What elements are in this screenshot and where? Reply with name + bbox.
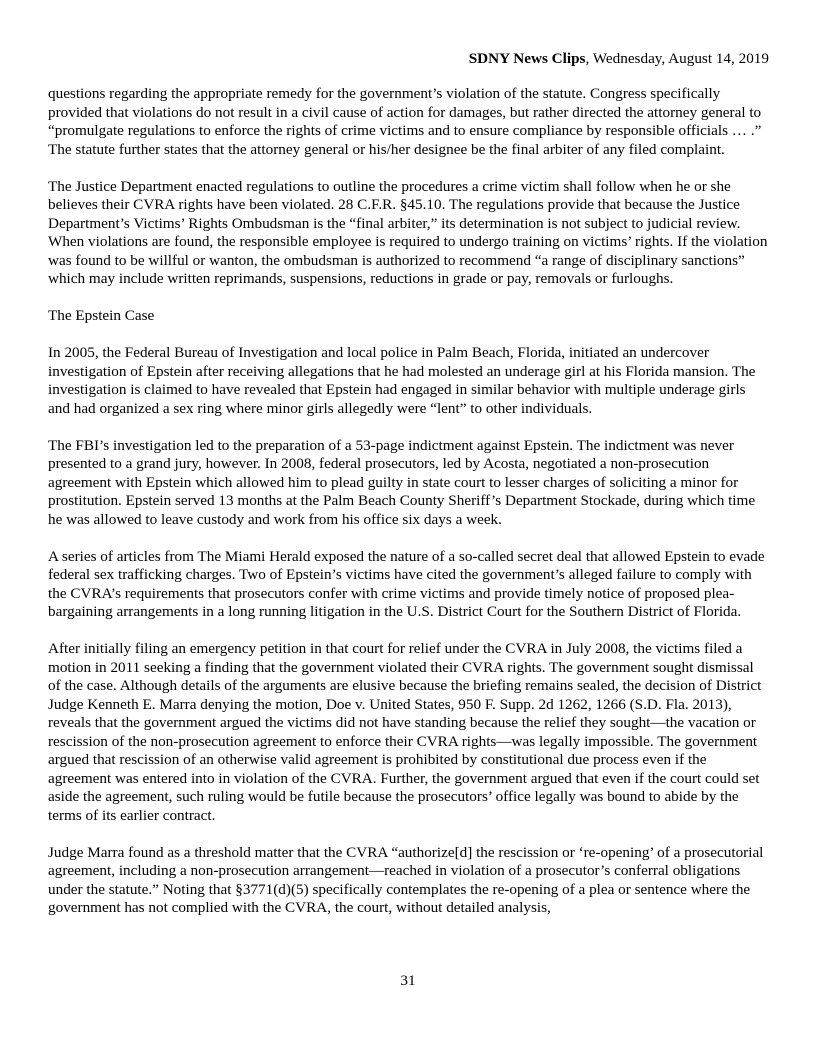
paragraph-regulations: The Justice Department enacted regulations to outline the procedures a crime victim shall follow when he or she believes their CVRA rights have been violated. 28 C.F.R. §45.10. The regulations provide that because the Justice Department’s Victims’ Rights Ombudsman is the “final arbiter,” its determination is not subject to judicial review. When violations are found, the responsible employee is required to undergo training on victims’ rights. If the violation was found to be willful or wanton, the ombudsman is authorized to recommend “a range of disciplinary sanctions” which may include written reprimands, suspensions, reductions in grade or pay, removals or furloughs. bbox=[48, 177, 768, 287]
publication-date: , Wednesday, August 14, 2019 bbox=[585, 50, 769, 67]
paragraph-remedy: questions regarding the appropriate remedy for the government’s violation of the statute. Congress specifically provided that violations do not result in a civil cause of action for damages, but rather directed the attorney general to “promulgate regulations to enforce the rights of crime victims and to ensure compliance by responsible officials … .” The statute further states that the attorney general or his/her designee be the final arbiter of any filed complaint. bbox=[48, 85, 762, 158]
article-body bbox=[48, 85, 770, 918]
page-number: 31 bbox=[400, 972, 416, 989]
paragraph-investigation: In 2005, the Federal Bureau of Investigation and local police in Palm Beach, Florida, initiated an undercover investigation of Epstein after receiving allegations that he had molested an underage girl at his Florida mansion. The investigation is claimed to have revealed that Epstein had engaged in similar behavior with multiple underage girls and had organized a sex ring where minor girls allegedly were “lent” to other individuals. bbox=[48, 344, 756, 417]
paragraph-judge-marra: Judge Marra found as a threshold matter that the CVRA “authorize[d] the rescission or ‘re-opening’ of a prosecutorial agreement, including a non-prosecution arrangement—reached in violation of a prosecutor’s conferral obligations under the statute.” Noting that §3771(d)(5) specifically contemplates the re-opening of a plea or sentence where the government has not complied with the CVRA, the court, without detailed analysis, bbox=[48, 843, 764, 916]
section-heading-epstein-case: The Epstein Case bbox=[48, 307, 155, 324]
paragraph-indictment: The FBI’s investigation led to the preparation of a 53-page indictment against Epstein. The indictment was never presented to a grand jury, however. In 2008, federal prosecutors, led by Acosta, negotiated a non-prosecution agreement with Epstein which allowed him to plead guilty in state court to lesser charges of soliciting a minor for prostitution. Epstein served 13 months at the Palm Beach County Sheriff’s Department Stockade, during which time he was allowed to leave custody and work from his office six days a week. bbox=[48, 436, 756, 528]
page-header bbox=[469, 49, 769, 69]
publication-title: SDNY News Clips bbox=[468, 50, 586, 67]
paragraph-miami-herald: A series of articles from The Miami Herald exposed the nature of a so-called secret deal that allowed Epstein to evade federal sex trafficking charges. Two of Epstein’s victims have cited the government’s alleged failure to comply with the CVRA’s requirements that prosecutors confer with crime victims and provide timely notice of proposed plea-bargaining arrangements in a long running litigation in the U.S. District Court for the Southern District of Florida. bbox=[48, 547, 765, 620]
paragraph-emergency-petition: After initially filing an emergency petition in that court for relief under the CVRA in July 2008, the victims filed a motion in 2011 seeking a finding that the government violated their CVRA rights. The government sought dismissal of the case. Although details of the arguments are elusive because the briefing remains sealed, the decision of District Judge Kenneth E. Marra denying the motion, Doe v. United States, 950 F. Supp. 2d 1262, 1266 (S.D. Fla. 2013), reveals that the government argued the victims did not have standing because the relief they sought—the vacation or rescission of the non-prosecution agreement to enforce their CVRA rights—was legally impossible. The government argued that rescission of an otherwise valid agreement is prohibited by constitutional due process even if the agreement was entered into in violation of the CVRA. Further, the government argued that even if the court could set aside the agreement, such ruling would be futile because the prosecutors’ office legally was bound to abide by the terms of its earlier contract. bbox=[48, 640, 762, 824]
